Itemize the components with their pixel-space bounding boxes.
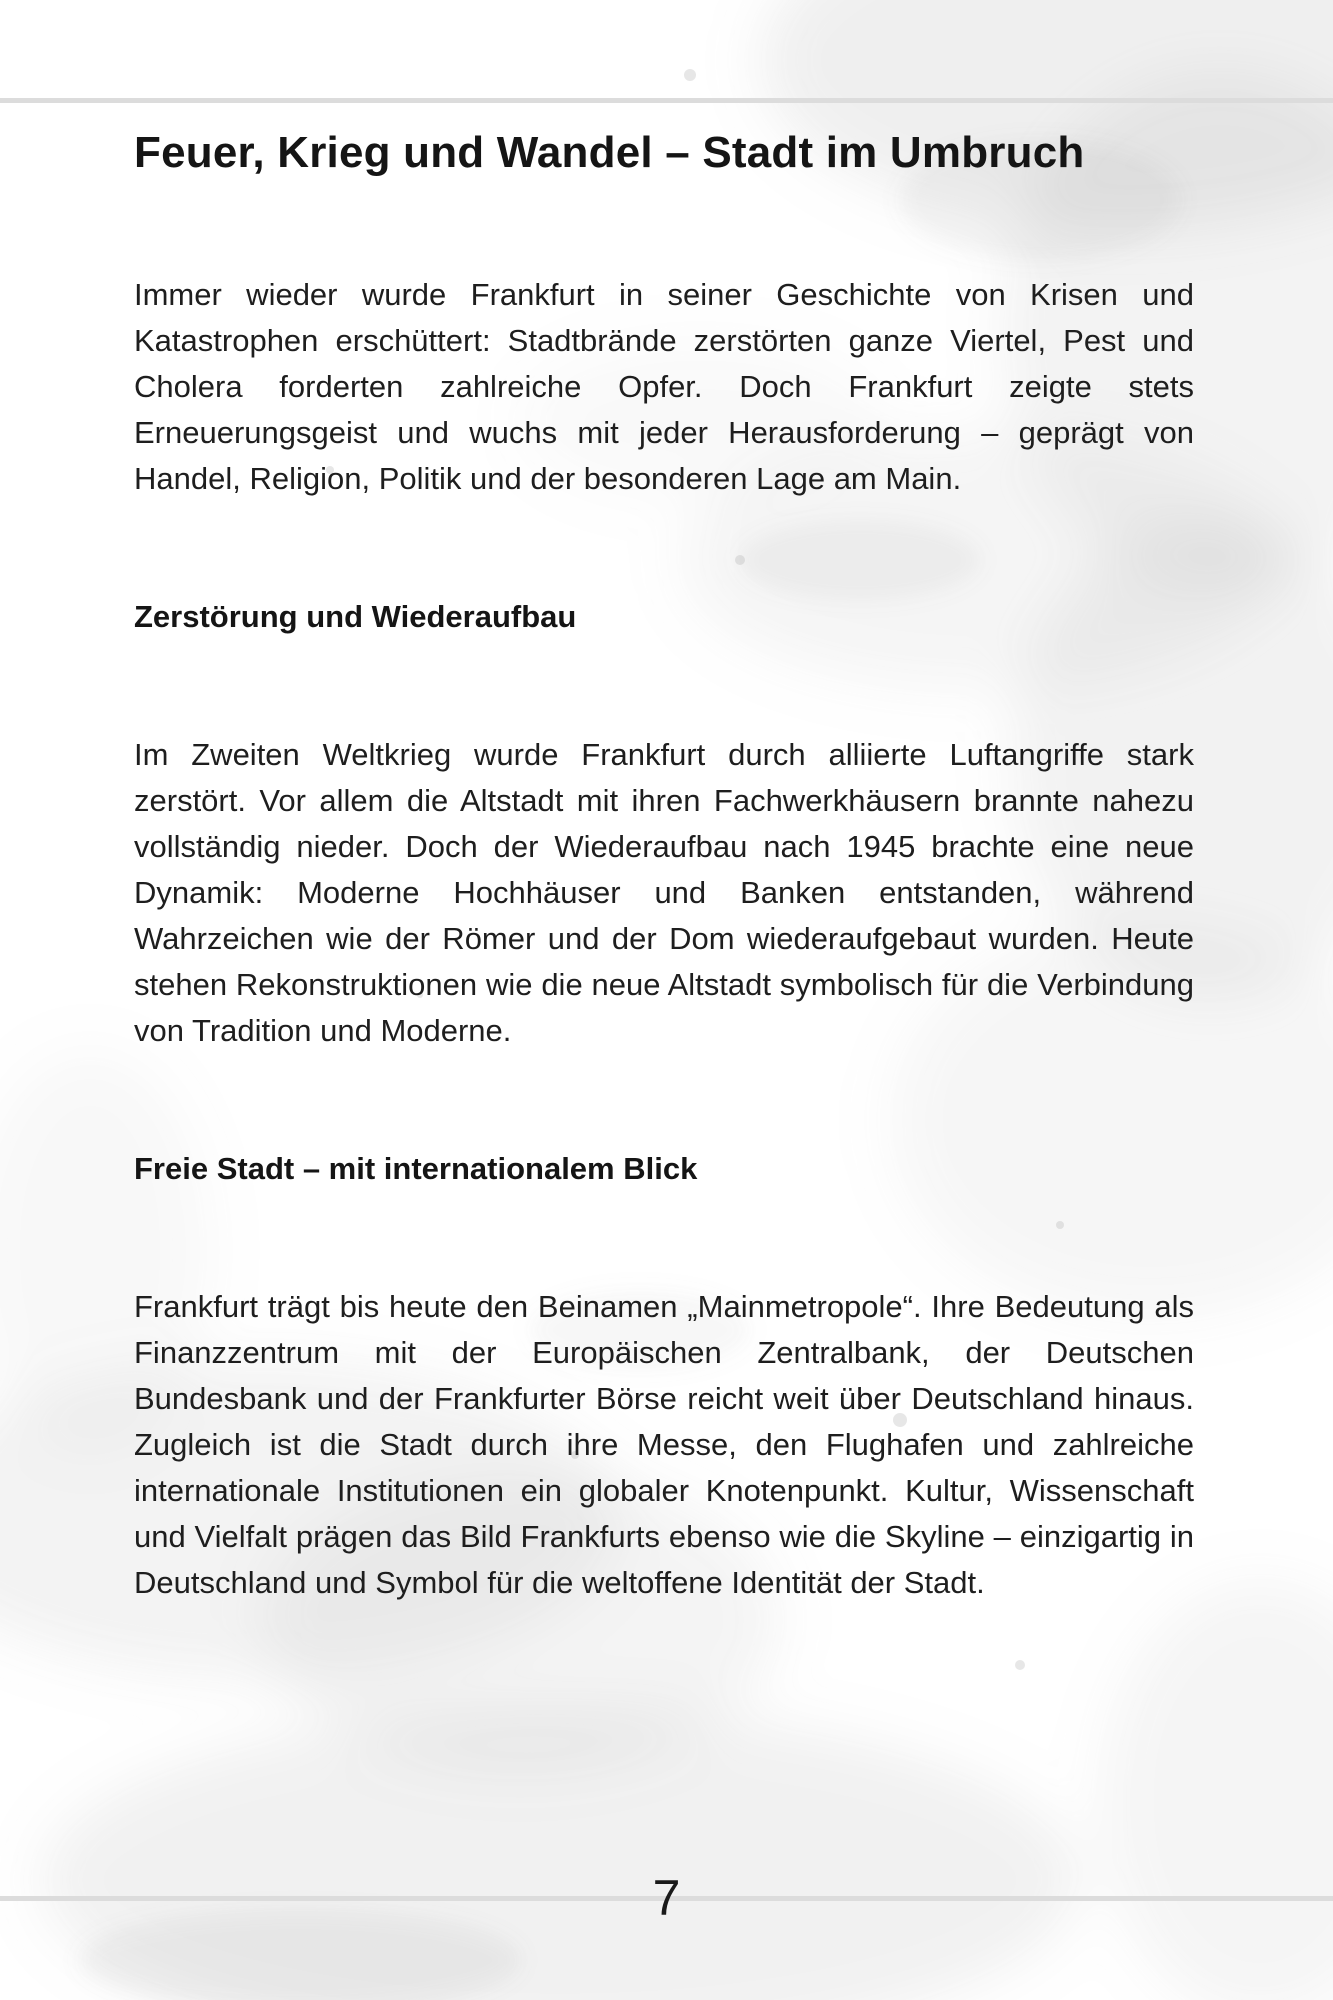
- intro-paragraph: Immer wieder wurde Frankfurt in seiner Geschichte von Krisen und Katastrophen erschüttert: Stadtbrände zerstörten ganze Viertel, Pest und Cholera forderten zahlreiche Opfer. Doch Frankfurt zeigte stets Erneuerungsgeist und wuchs mit jeder Herausforderung – geprägt von Handel, Religion, Politik und der besonderen Lage am Main.: [134, 277, 1194, 496]
- section-paragraph-zerstoerung: Im Zweiten Weltkrieg wurde Frankfurt durch alliierte Luftangriffe stark zerstört. Vor allem die Altstadt mit ihren Fachwerkhäusern brannte nahezu vollständig nieder. Doch der Wiederaufbau nach 1945 brachte eine neue Dynamik: Moderne Hochhäuser und Banken entstanden, während Wahrzeichen wie der Römer und der Dom wiederaufgebaut wurden. Heute stehen Rekonstruktionen wie die neue Altstadt symbolisch für die Verbindung von Tradition und Moderne.: [134, 737, 1194, 1048]
- page-number: 7: [652, 1870, 681, 1926]
- section-heading-freie-stadt: Freie Stadt – mit internationalem Blick: [134, 1151, 698, 1186]
- page-content: [134, 124, 1194, 1606]
- page-title: Feuer, Krieg und Wandel – Stadt im Umbruch: [134, 128, 1085, 177]
- top-rule: [0, 98, 1333, 103]
- section-paragraph-freie-stadt: Frankfurt trägt bis heute den Beinamen „Mainmetropole“. Ihre Bedeutung als Finanzzentrum mit der Europäischen Zentralbank, der Deutschen Bundesbank und der Frankfurter Börse reicht weit über Deutschland hinaus. Zugleich ist die Stadt durch ihre Messe, den Flughafen und zahlreiche internationale Institutionen ein globaler Knotenpunkt. Kultur, Wissenschaft und Vielfalt prägen das Bild Frankfurts ebenso wie die Skyline – einzigartig in Deutschland und Symbol für die weltoffene Identität der Stadt.: [134, 1289, 1194, 1600]
- section-heading-zerstoerung: Zerstörung und Wiederaufbau: [134, 599, 577, 634]
